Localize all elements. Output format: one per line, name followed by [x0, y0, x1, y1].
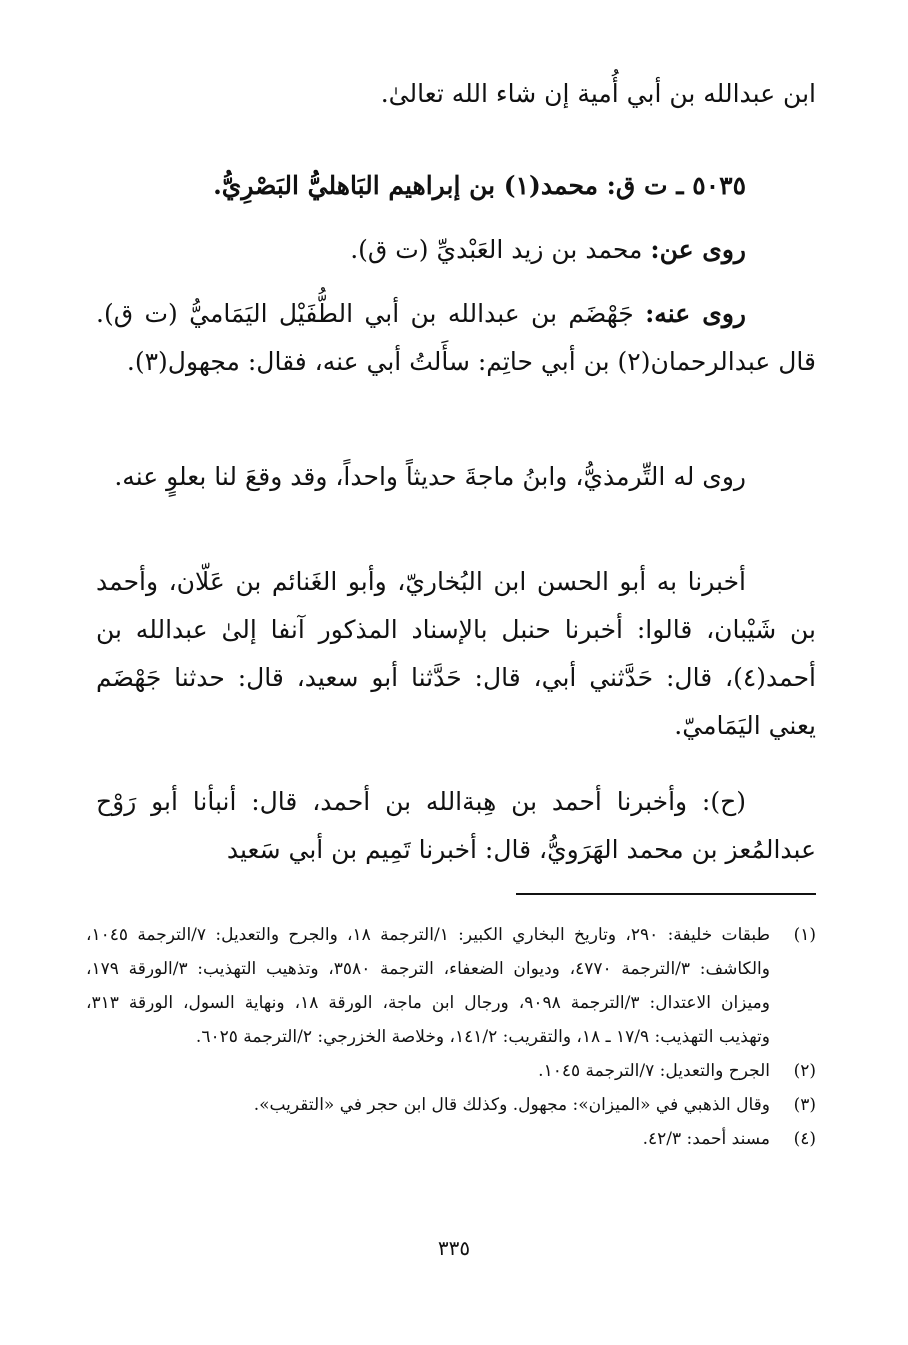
footnote-text: مسند أحمد: ٤٢/٣.: [642, 1129, 770, 1149]
isnad-paragraph: أخبرنا به أبو الحسن ابن البُخاريّ، وأبو الغَنائم بن عَلّان، وأحمد بن شَيْبان، قالوا: أخبرنا حنبل بالإسناد المذكور آنفا إلىٰ عبدالله بن أحمد(٤)، قال: حَدَّثني أبي، قال: حَدَّثنا أبو سعيد، قال: حدثنا جَهْضَم يعني اليَمَاميّ.: [96, 567, 816, 740]
footnote-text: وقال الذهبي في «الميزان»: مجهول. وكذلك قال ابن حجر في «التقريب».: [253, 1095, 770, 1115]
footnote-number: (٢): [793, 1061, 816, 1081]
narrated-by-text: جَهْضَم بن عبدالله بن أبي الطُّفَيْل اليَمَاميُّ (ت ق). قال عبدالرحمان(٢) بن أبي حاتِم: سأَلتُ أبي عنه، فقال: مجهول(٣).: [96, 299, 816, 376]
footnote-number: (٤): [793, 1129, 816, 1149]
footnote-1: [86, 918, 816, 1054]
narrated-from-paragraph: [96, 226, 816, 274]
narrated-by-label: روى عنه:: [645, 299, 746, 328]
entry-heading: ٥٠٣٥ ـ ت ق: محمد(١) بن إبراهيم البَاهليُّ البَصْرِيُّ.: [213, 171, 746, 200]
footnote-text: الجرح والتعديل: ٧/الترجمة ١٠٤٥.: [538, 1061, 770, 1081]
continuation-line: ابن عبدالله بن أبي أُمية إن شاء الله تعالىٰ.: [380, 79, 816, 108]
narrated-from-label: روى عن:: [650, 235, 746, 264]
ha-paragraph: (ح): وأخبرنا أحمد بن هِبةالله بن أحمد، قال: أنبأنا أبو رَوْح عبدالمُعز بن محمد الهَرَويُّ، قال: أخبرنا تَمِيم بن أبي سَعيد: [96, 787, 816, 864]
footnote-number: (٣): [793, 1095, 816, 1115]
footnote-4: [86, 1122, 816, 1156]
footnote-2: [86, 1054, 816, 1088]
footnote-number: (١): [793, 925, 816, 945]
narrated-from-text: محمد بن زيد العَبْديِّ (ت ق).: [350, 235, 643, 264]
tirmidhi-paragraph: روى له التِّرمذيُّ، وابنُ ماجةَ حديثاً واحداً، وقد وقعَ لنا بعلوٍ عنه.: [114, 462, 746, 491]
footnote-3: [86, 1088, 816, 1122]
narrated-by-paragraph: [96, 290, 816, 386]
footnote-separator: [516, 893, 816, 895]
footnote-text: طبقات خليفة: ٢٩٠، وتاريخ البخاري الكبير: ١/الترجمة ١٨، والجرح والتعديل: ٧/الترجمة ١٠٤٥، والكاشف: ٣/الترجمة ٤٧٧٠، وديوان الضعفاء، الترجمة ٣٥٨٠، وتذهيب التهذيب: ٣/الورقة ١٧٩، وميزان الاعتدال: ٣/الترجمة ٩٠٩٨، ورجال ابن ماجة، الورقة ١٨، ونهاية السول، الورقة ٣١٣، وتهذيب التهذيب: ١٧/٩ ـ ١٨، والتقريب: ١٤١/٢، وخلاصة الخزرجي: ٢/الترجمة ٦٠٢٥.: [86, 925, 771, 1047]
footnotes: [86, 918, 816, 1156]
page-number: ٣٣٥: [437, 1236, 471, 1260]
